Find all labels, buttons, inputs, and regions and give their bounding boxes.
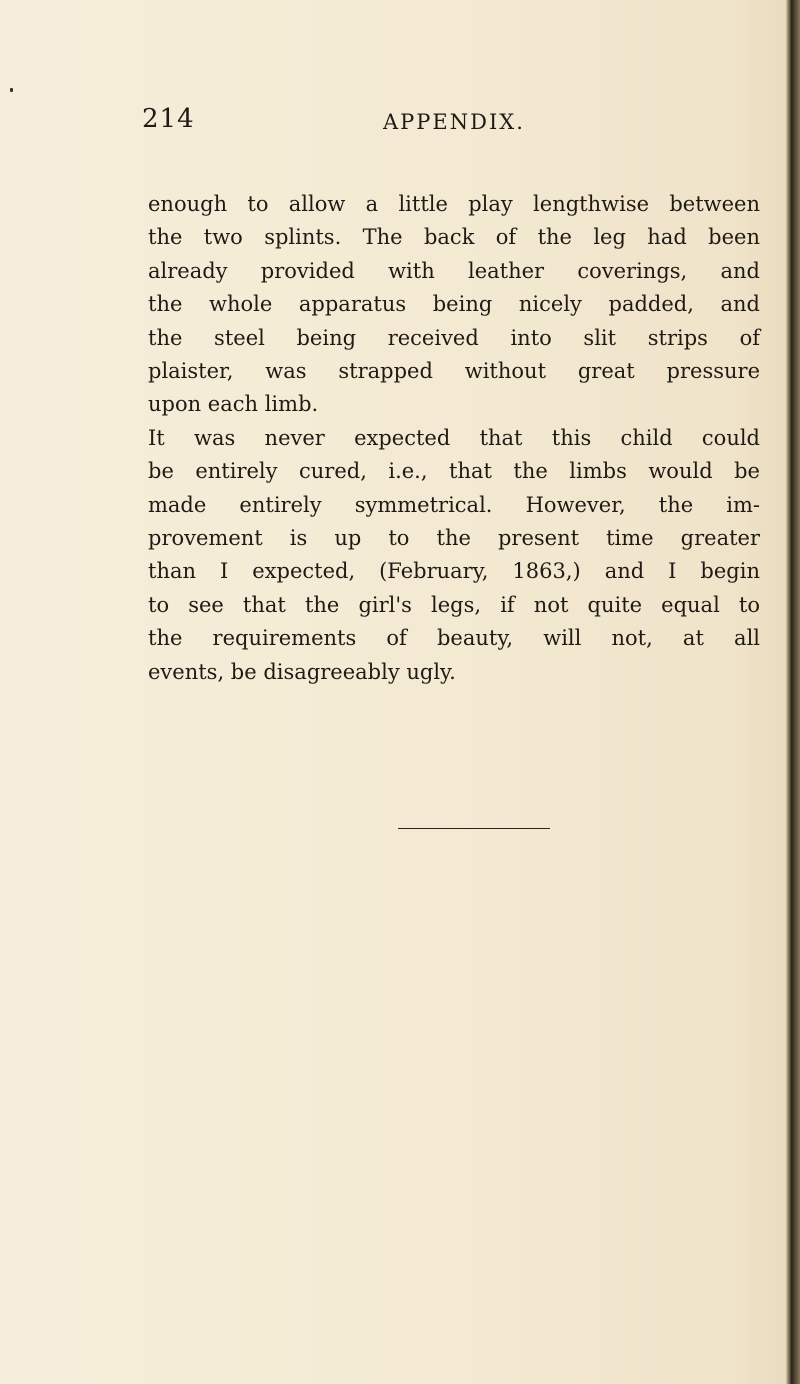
text-line: the whole apparatus being nicely padded, and [148,292,760,317]
text-line: events, be disagreeably ugly. [148,659,456,684]
text-line: be entirely cured, i.e., that the limbs would be [148,459,760,484]
body-text [148,188,760,689]
text-line: the requirements of beauty, will not, at all [148,626,760,651]
text-line: enough to allow a little play lengthwise between [148,192,760,216]
text-line: upon each limb. [148,392,319,417]
text-line: provement is up to the present time greater [148,526,760,551]
text-line: It was never expected that this child could [148,425,760,450]
text-line: than I expected, (February, 1863,) and I begin [148,559,760,584]
print-speck [10,88,13,92]
page-number: 214 [142,104,195,134]
text-line: the two splints. The back of the leg had been [148,225,760,250]
page-edge-shadow [786,0,800,1384]
text-line: to see that the girl's legs, if not quite equal to [148,592,760,617]
text-line: the steel being received into slit strips of [148,325,760,350]
running-head: APPENDIX. [383,110,525,134]
text-line: made entirely symmetrical. However, the im- [148,492,760,517]
section-end-rule [398,828,550,829]
page-header [142,104,760,148]
text-line: plaister, was strapped without great pressure [148,359,760,384]
text-line: already provided with leather coverings, and [148,258,760,283]
